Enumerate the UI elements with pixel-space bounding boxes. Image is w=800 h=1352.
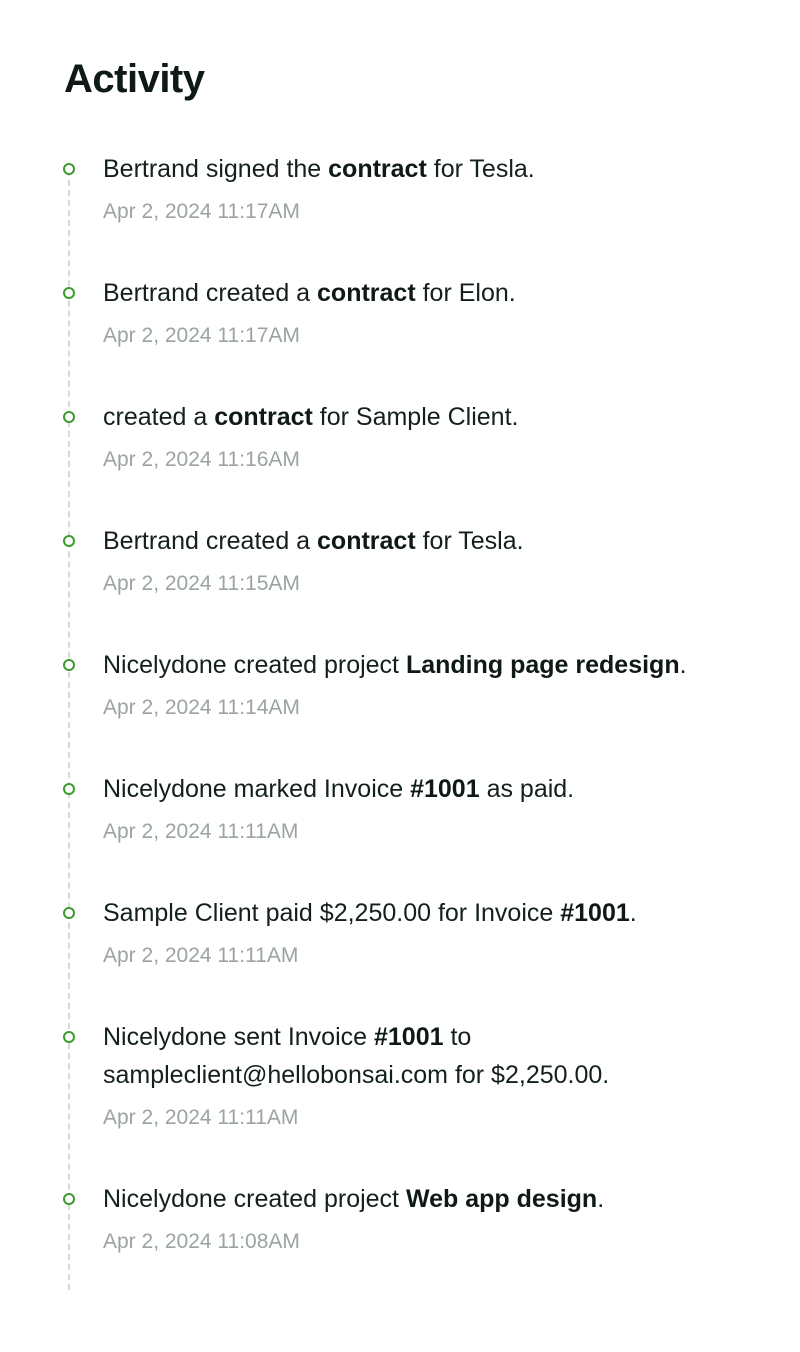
activity-feed [0,150,800,1256]
activity-item [0,1180,800,1256]
activity-text-highlight: contract [214,403,313,431]
activity-text-highlight: #1001 [373,1023,444,1051]
activity-text [103,522,760,560]
activity-text-segment: for Tesla. [426,155,535,183]
timeline-dot-icon [63,783,75,795]
activity-timestamp: Apr 2, 2024 11:16AM [103,448,300,471]
activity-text-segment: to sampleclient@hellobonsai.com for $2,250.00. [103,1023,610,1089]
activity-text-segment: . [629,899,637,927]
activity-text-highlight: contract [317,527,416,555]
timeline-dot-icon [63,659,75,671]
activity-text-segment: . [679,651,687,679]
timeline-dot-icon [63,411,75,423]
activity-timeline [0,150,800,1292]
activity-text-segment: Nicelydone sent Invoice [103,1023,374,1051]
timeline-dot-icon [63,1193,75,1205]
timeline-dot-icon [63,535,75,547]
activity-text [103,150,760,188]
activity-timestamp: Apr 2, 2024 11:11AM [103,820,299,843]
activity-text-highlight: #1001 [560,899,630,927]
activity-item [0,1018,800,1132]
activity-item [0,398,800,474]
activity-timestamp: Apr 2, 2024 11:17AM [103,324,300,347]
activity-text-segment: Sample Client paid $2,250.00 for Invoice [103,899,561,927]
activity-text-segment: Nicelydone created project [103,651,406,679]
activity-text [103,1180,760,1218]
timeline-dot-icon [63,1031,75,1043]
activity-text-segment: as paid. [479,775,575,803]
page-title: Activity [64,57,205,101]
activity-text-segment: Bertrand signed the [103,155,329,183]
activity-timestamp: Apr 2, 2024 11:11AM [103,944,299,967]
activity-text-segment: created a [103,403,215,431]
activity-item [0,770,800,846]
activity-text-segment: Nicelydone created project [103,1185,406,1213]
activity-text-segment: . [597,1185,605,1213]
activity-text-segment: Bertrand created a [103,527,318,555]
activity-item [0,522,800,598]
activity-text [103,274,760,312]
timeline-dot-icon [63,287,75,299]
activity-text-highlight: Web app design [405,1185,598,1213]
activity-item [0,150,800,226]
activity-text-segment: for Tesla. [415,527,524,555]
activity-text [103,1018,760,1094]
activity-text-highlight: contract [328,155,427,183]
activity-text-segment: for Sample Client. [312,403,519,431]
activity-text-highlight: #1001 [410,775,480,803]
activity-timestamp: Apr 2, 2024 11:11AM [103,1106,299,1129]
activity-timestamp: Apr 2, 2024 11:15AM [103,572,300,595]
timeline-dot-icon [63,907,75,919]
activity-text-segment: for Elon. [415,279,516,307]
activity-timestamp: Apr 2, 2024 11:17AM [103,200,300,223]
activity-item [0,894,800,970]
activity-text-highlight: Landing page redesign [405,651,680,679]
activity-item [0,274,800,350]
activity-text [103,398,760,436]
activity-item [0,646,800,722]
activity-timestamp: Apr 2, 2024 11:08AM [103,1230,300,1253]
activity-text [103,646,760,684]
activity-text-segment: Nicelydone marked Invoice [103,775,411,803]
timeline-dot-icon [63,163,75,175]
activity-text-segment: Bertrand created a [103,279,318,307]
activity-timestamp: Apr 2, 2024 11:14AM [103,696,300,719]
activity-text [103,770,760,808]
activity-text [103,894,760,932]
activity-text-highlight: contract [317,279,416,307]
